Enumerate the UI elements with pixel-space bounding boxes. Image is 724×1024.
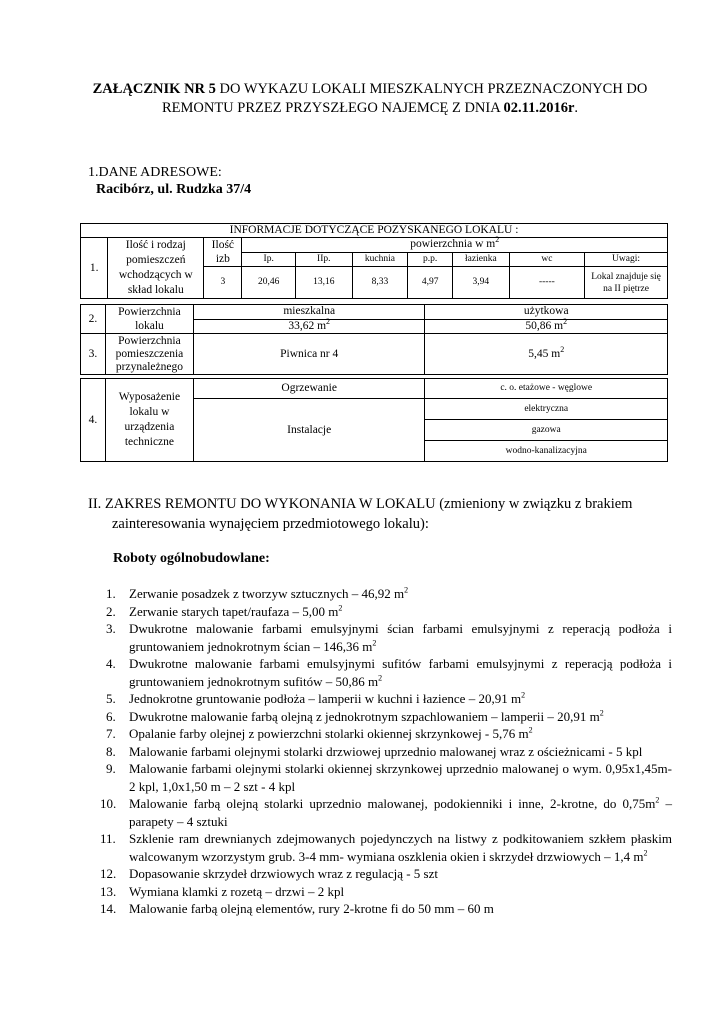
col-lazienka: łazienka — [453, 252, 510, 267]
col-uwagi: Uwagi: — [585, 252, 668, 267]
work-item: 13. Wymiana klamki z rozetą – drzwi – 2 kpl — [100, 883, 345, 899]
row3-value: 5,45 $m^2$ — [425, 334, 668, 375]
row3-label: Powierzchnia pomieszczenia przynależnego — [105, 334, 193, 375]
col-pp: p.p. — [408, 252, 453, 267]
section2-line1: II. ZAKRES REMONTU DO WYKONANIA W LOKALU (zmieniony w związku z brakiem — [88, 496, 633, 512]
work-item: 7. Opalanie farby olejnej z powierzchni stolarki okiennej skrzynkowej - 5,76 $m^2$ — [106, 725, 533, 741]
row2-col1-value: 33,62 $m^2$ — [193, 319, 425, 334]
row2-col2-value: 50,86 $m^2$ — [425, 319, 668, 334]
rooms-value: 3 — [204, 267, 242, 299]
value-iip: 13,16 — [295, 267, 352, 299]
heading-date: 02.11.2016r — [503, 100, 575, 116]
work-item: 4. Dwukrotne malowanie farbami emulsyjnymi sufitów farbami emulsyjnymi z reperacją podłoża i gruntowaniem jednokrotnym sufitów – 50,86 $m^2$ — [106, 656, 672, 689]
document-heading — [70, 80, 670, 118]
row2-label: Powierzchnia lokalu — [105, 305, 193, 334]
work-item: 14. Malowanie farbą olejną elementów, rury 2-krotne fi do 50 mm – 60 m — [100, 901, 494, 916]
value-ip: 20,46 — [242, 267, 295, 299]
value-lazienka: 3,94 — [453, 267, 510, 299]
works-subtitle: Roboty ogólnobudowlane: — [113, 551, 270, 566]
works-list — [88, 585, 672, 918]
row4-number: 4. — [81, 379, 106, 462]
work-item: 1. Zerwanie posadzek z tworzyw sztucznych – 46,92 $m^2$ — [106, 585, 409, 601]
row1-label: Ilość i rodzaj pomieszczeń wchodzących w skład lokalu — [108, 238, 204, 299]
install-gazowa: gazowa — [425, 420, 668, 441]
value-kuchnia: 8,33 — [352, 267, 408, 299]
work-item: 2. Zerwanie starych tapet/raufaza – 5,00 $m^2$ — [106, 603, 343, 619]
work-item: 9. Malowanie farbami olejnymi stolarki okiennej skrzynkowej uprzednio malowanej o wym. 0,95x1,45m- 2 kpl, 1,0x1,50 m – 2 szt - 4 kpl — [106, 761, 672, 794]
value-pp: 4,97 — [408, 267, 453, 299]
heating-label: Ogrzewanie — [193, 379, 425, 399]
work-item: 6. Dwukrotne malowanie farbą olejną z jednokrotnym szpachlowaniem – lamperii – 20,91 $m^2$ — [106, 708, 604, 724]
heading-bold-lead: ZAŁĄCZNIK NR 5 — [92, 81, 216, 97]
work-item: 8. Malowanie farbami olejnymi stolarki drzwiowej uprzednio malowanej wraz z ościeżnicami - 5 kpl — [106, 743, 643, 759]
area-header: powierzchnia w $m^2$ — [242, 238, 668, 253]
heading-text-b: REMONTU PRZEZ PRZYSZŁEGO NAJEMCĘ Z DNIA — [161, 100, 504, 116]
address-label: 1.DANE ADRESOWE: — [88, 165, 222, 180]
info-table-main — [80, 223, 668, 299]
row2-number: 2. — [81, 305, 106, 334]
install-wodno-kanalizacyjna: wodno-kanalizacyjna — [425, 441, 668, 462]
row2-col2-header: użytkowa — [425, 305, 668, 320]
value-uwagi: Lokal znajduje się na II piętrze — [585, 267, 668, 299]
rooms-header: Ilość izb — [204, 238, 242, 267]
value-wc: ----- — [509, 267, 584, 299]
work-item: 5. Jednokrotne gruntowanie podłoża – lamperii w kuchni i łazience – 20,91 $m^2$ — [106, 690, 526, 706]
work-item: 3. Dwukrotne malowanie farbami emulsyjnymi ścian farbami emulsyjnymi z reperacją podłoża i gruntowaniem jednokrotnym ścian – 146,36 $m^2$ — [106, 621, 672, 654]
row3-name: Piwnica nr 4 — [193, 334, 425, 375]
heading-text-a: DO WYKAZU LOKALI MIESZKALNYCH PRZEZNACZONYCH DO — [215, 81, 648, 97]
info-table-equipment — [80, 378, 668, 462]
col-kuchnia: kuchnia — [352, 252, 408, 267]
install-label: Instalacje — [193, 399, 425, 462]
row4-label: Wyposażenie lokalu w urządzenia techniczne — [105, 379, 193, 462]
col-iip: IIp. — [295, 252, 352, 267]
row1-number: 1. — [81, 238, 108, 299]
row3-number: 3. — [81, 334, 106, 375]
install-elektryczna: elektryczna — [425, 399, 668, 420]
heading-date-suffix: . — [574, 100, 579, 116]
section2-line2: zainteresowania wynajęciem przedmiotowego lokalu): — [112, 516, 429, 532]
address-section — [88, 164, 251, 198]
address-value: Racibórz, ul. Rudzka 37/4 — [96, 182, 252, 197]
heating-value: c. o. etażowe - węglowe — [425, 379, 668, 399]
section2-heading — [88, 494, 672, 534]
row2-col1-header: mieszkalna — [193, 305, 425, 320]
info-table-title: INFORMACJE DOTYCZĄCE POZYSKANEGO LOKALU : — [81, 224, 668, 238]
work-item: 12. Dopasowanie skrzydeł drzwiowych wraz z regulacją - 5 szt — [100, 866, 438, 881]
work-item: 11. Szklenie ram drewnianych zdejmowanych pojedynczych na listwy z podkitowaniem szkłem płaskim walcowanym wzorzystym grub. 3-4 mm- wymiana oszklenia okien i skrzydeł drzwiowych – 1,4 $m^2$ — [100, 831, 672, 864]
info-table-area — [80, 304, 668, 375]
work-item: 10. Malowanie farbą olejną stolarki uprzednio malowanej, podokienniki i inne, 2-krotne, do $0,75m^2$ – parapety – 4 sztuki — [100, 795, 673, 829]
col-ip: Ip. — [242, 252, 295, 267]
col-wc: wc — [509, 252, 584, 267]
